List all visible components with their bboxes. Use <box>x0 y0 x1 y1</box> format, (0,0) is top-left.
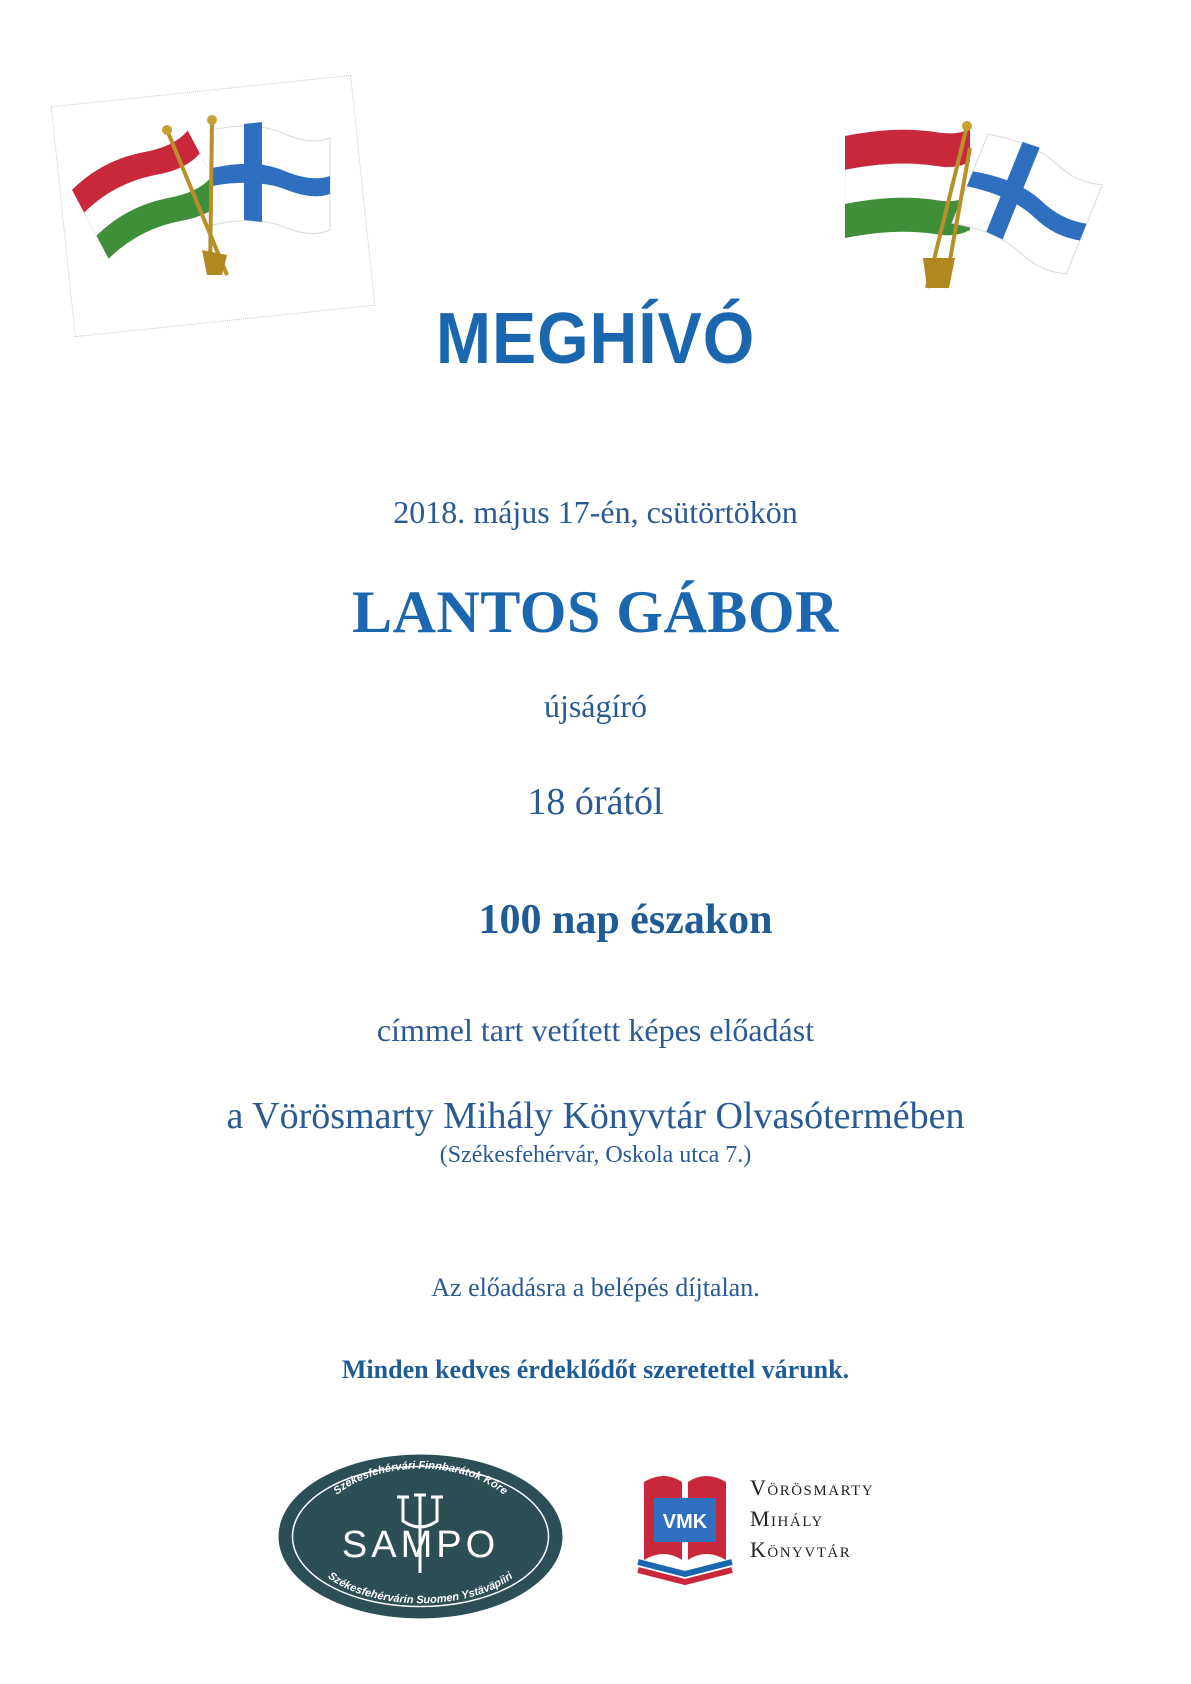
sampo-top-arc-text: Székesfehérvári Finnbarátok Köre <box>331 1459 510 1498</box>
welcome-note: Minden kedves érdeklődőt szeretettel várunk. <box>341 1355 850 1384</box>
talk-title: 100 nap északon <box>478 897 773 943</box>
speaker-role: újságíró <box>543 688 648 724</box>
library-name-line2: Mihály <box>750 1506 824 1531</box>
invitation-title: MEGHÍVÓ <box>435 299 756 379</box>
sampo-logo <box>277 1453 564 1620</box>
vmk-book-logo <box>630 1460 740 1590</box>
talk-subtitle: címmel tart vetített képes előadást <box>376 1012 815 1048</box>
venue-address: (Székesfehérvár, Oskola utca 7.) <box>439 1142 752 1168</box>
venue-name: a Vörösmarty Mihály Könyvtár Olvasótermében <box>226 1095 965 1137</box>
library-name-line3: Könyvtár <box>750 1537 852 1562</box>
speaker-name: LANTOS GÁBOR <box>352 579 839 645</box>
event-time: 18 órától <box>527 781 664 823</box>
sampo-name: SAMPO <box>341 1524 500 1566</box>
library-name <box>750 1472 874 1565</box>
free-entry-note: Az előadásra a belépés díjtalan. <box>431 1273 760 1302</box>
flags-hungary-finland-left <box>62 90 362 320</box>
finland-flag-icon <box>949 128 1106 277</box>
vmk-mark: VMK <box>662 1511 708 1533</box>
sampo-bottom-arc-text: Székesfehérvárin Suomen Ystäväpiiri <box>325 1569 516 1607</box>
library-name-line1: Vörösmarty <box>750 1475 875 1500</box>
library-logo <box>630 1460 900 1600</box>
event-date: 2018. május 17-én, csütörtökön <box>393 494 798 530</box>
